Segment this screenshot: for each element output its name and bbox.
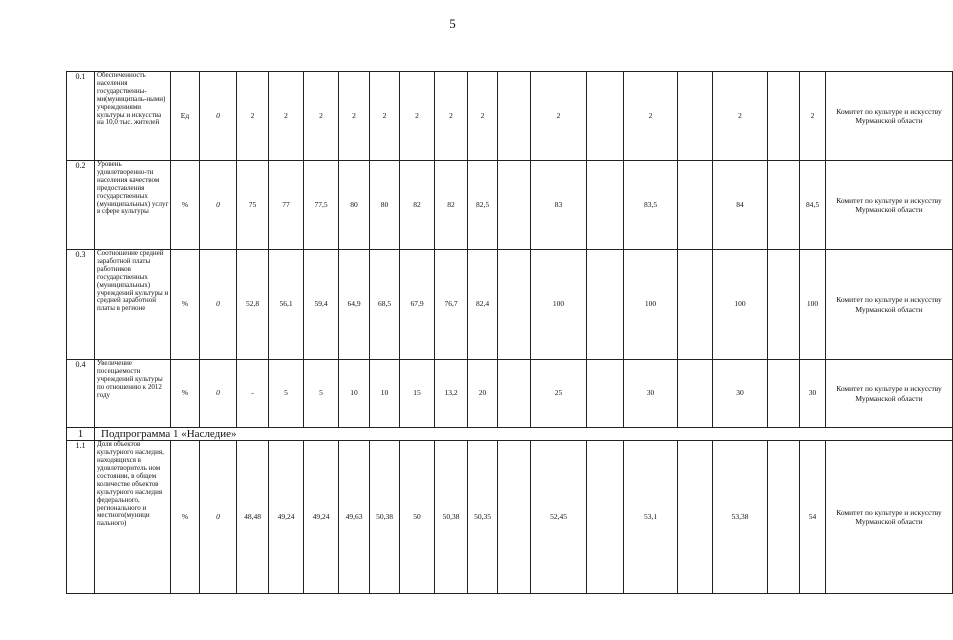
value-cell — [587, 72, 624, 161]
indicator-name: Обеспеченность населения государственны-ми(муниципаль-ными) учреждениями культуры и искусства на 10,0 тыс. жителей — [95, 72, 171, 161]
value-cell — [498, 72, 531, 161]
responsible-cell: Комитет по культуре и искусству Мурманской области — [826, 161, 953, 250]
value-cell — [498, 360, 531, 428]
value-cell: 49,24 — [269, 441, 304, 594]
value-cell: 56,1 — [269, 250, 304, 360]
value-cell: 83,5 — [624, 161, 678, 250]
value-cell: 82 — [435, 161, 468, 250]
value-cell: 2 — [237, 72, 269, 161]
value-cell: 80 — [370, 161, 400, 250]
row-number: 0.1 — [67, 72, 95, 161]
value-cell: 53,38 — [713, 441, 768, 594]
value-cell: 13,2 — [435, 360, 468, 428]
row-number: 0.4 — [67, 360, 95, 428]
value-cell: 53,1 — [624, 441, 678, 594]
value-cell: 84 — [713, 161, 768, 250]
base-value-cell: 0 — [200, 72, 237, 161]
value-cell: 82 — [400, 161, 435, 250]
value-cell: 30 — [800, 360, 826, 428]
value-cell: 52,8 — [237, 250, 269, 360]
unit-cell: % — [171, 441, 200, 594]
table-row — [67, 250, 953, 360]
row-number: 0.3 — [67, 250, 95, 360]
value-cell: 100 — [800, 250, 826, 360]
unit-cell: Ед — [171, 72, 200, 161]
base-value-cell: 0 — [200, 441, 237, 594]
page-number: 5 — [449, 16, 456, 31]
value-cell: 82,5 — [468, 161, 498, 250]
value-cell: 52,45 — [531, 441, 587, 594]
value-cell: 50,38 — [435, 441, 468, 594]
responsible-cell: Комитет по культуре и искусству Мурманской области — [826, 72, 953, 161]
indicator-name: Соотношение средней заработной платы работников государственных (муниципальных) учреждений культуры и средней заработной платы в регионе — [95, 250, 171, 360]
base-value-cell: 0 — [200, 360, 237, 428]
value-cell: 75 — [237, 161, 269, 250]
subprogram-title: Подпрограмма 1 «Наследие» — [95, 428, 953, 441]
value-cell: 2 — [370, 72, 400, 161]
value-cell — [768, 360, 800, 428]
value-cell: 30 — [713, 360, 768, 428]
row-number: 1.1 — [67, 441, 95, 594]
value-cell: 76,7 — [435, 250, 468, 360]
value-cell — [587, 360, 624, 428]
indicators-table — [66, 71, 953, 594]
value-cell: 2 — [468, 72, 498, 161]
responsible-cell: Комитет по культуре и искусству Мурманской области — [826, 250, 953, 360]
table-row — [67, 72, 953, 161]
value-cell: 2 — [624, 72, 678, 161]
value-cell: 84,5 — [800, 161, 826, 250]
value-cell — [498, 161, 531, 250]
value-cell — [678, 250, 713, 360]
unit-cell: % — [171, 360, 200, 428]
value-cell: 59,4 — [304, 250, 339, 360]
value-cell: 54 — [800, 441, 826, 594]
table-row — [67, 161, 953, 250]
value-cell — [678, 72, 713, 161]
responsible-cell: Комитет по культуре и искусству Мурманской области — [826, 441, 953, 594]
value-cell: 82,4 — [468, 250, 498, 360]
value-cell: 2 — [339, 72, 370, 161]
value-cell: 2 — [435, 72, 468, 161]
value-cell — [587, 441, 624, 594]
value-cell: 2 — [800, 72, 826, 161]
indicator-name: Доля объектов культурного наследия, находящихся в удовлетворитель ном состоянии, в общем количестве объектов культурного наследия федерального, регионального и местного(муници пального) — [95, 441, 171, 594]
value-cell: 25 — [531, 360, 587, 428]
value-cell: 50,35 — [468, 441, 498, 594]
value-cell — [678, 360, 713, 428]
value-cell: - — [237, 360, 269, 428]
value-cell: 10 — [370, 360, 400, 428]
value-cell: 5 — [304, 360, 339, 428]
value-cell: 2 — [304, 72, 339, 161]
value-cell: 100 — [713, 250, 768, 360]
responsible-cell: Комитет по культуре и искусству Мурманской области — [826, 360, 953, 428]
subprogram-number: 1 — [67, 428, 95, 441]
value-cell: 20 — [468, 360, 498, 428]
value-cell: 5 — [269, 360, 304, 428]
indicator-name: Увеличение посещаемости учреждений культуры по отношению к 2012 году — [95, 360, 171, 428]
subprogram-row — [67, 428, 953, 441]
value-cell: 2 — [531, 72, 587, 161]
value-cell: 49,24 — [304, 441, 339, 594]
value-cell: 49,63 — [339, 441, 370, 594]
value-cell — [587, 250, 624, 360]
value-cell: 48,48 — [237, 441, 269, 594]
base-value-cell: 0 — [200, 161, 237, 250]
value-cell: 10 — [339, 360, 370, 428]
table-row — [67, 360, 953, 428]
value-cell: 2 — [269, 72, 304, 161]
value-cell — [587, 161, 624, 250]
value-cell: 15 — [400, 360, 435, 428]
table-row — [67, 441, 953, 594]
value-cell — [678, 441, 713, 594]
value-cell — [498, 441, 531, 594]
value-cell — [768, 161, 800, 250]
value-cell — [768, 250, 800, 360]
base-value-cell: 0 — [200, 250, 237, 360]
value-cell — [498, 250, 531, 360]
value-cell: 30 — [624, 360, 678, 428]
value-cell: 50 — [400, 441, 435, 594]
value-cell: 77,5 — [304, 161, 339, 250]
value-cell: 100 — [624, 250, 678, 360]
value-cell: 67,9 — [400, 250, 435, 360]
value-cell: 83 — [531, 161, 587, 250]
value-cell: 2 — [713, 72, 768, 161]
unit-cell: % — [171, 250, 200, 360]
value-cell: 68,5 — [370, 250, 400, 360]
indicator-name: Уровень удовлетворенно-ти населения качеством предоставления государственных (муниципальных) услуг в сфере культуры — [95, 161, 171, 250]
value-cell: 100 — [531, 250, 587, 360]
value-cell — [768, 72, 800, 161]
value-cell: 77 — [269, 161, 304, 250]
unit-cell: % — [171, 161, 200, 250]
value-cell — [768, 441, 800, 594]
value-cell: 80 — [339, 161, 370, 250]
value-cell: 50,38 — [370, 441, 400, 594]
row-number: 0.2 — [67, 161, 95, 250]
value-cell — [678, 161, 713, 250]
value-cell: 2 — [400, 72, 435, 161]
value-cell: 64,9 — [339, 250, 370, 360]
